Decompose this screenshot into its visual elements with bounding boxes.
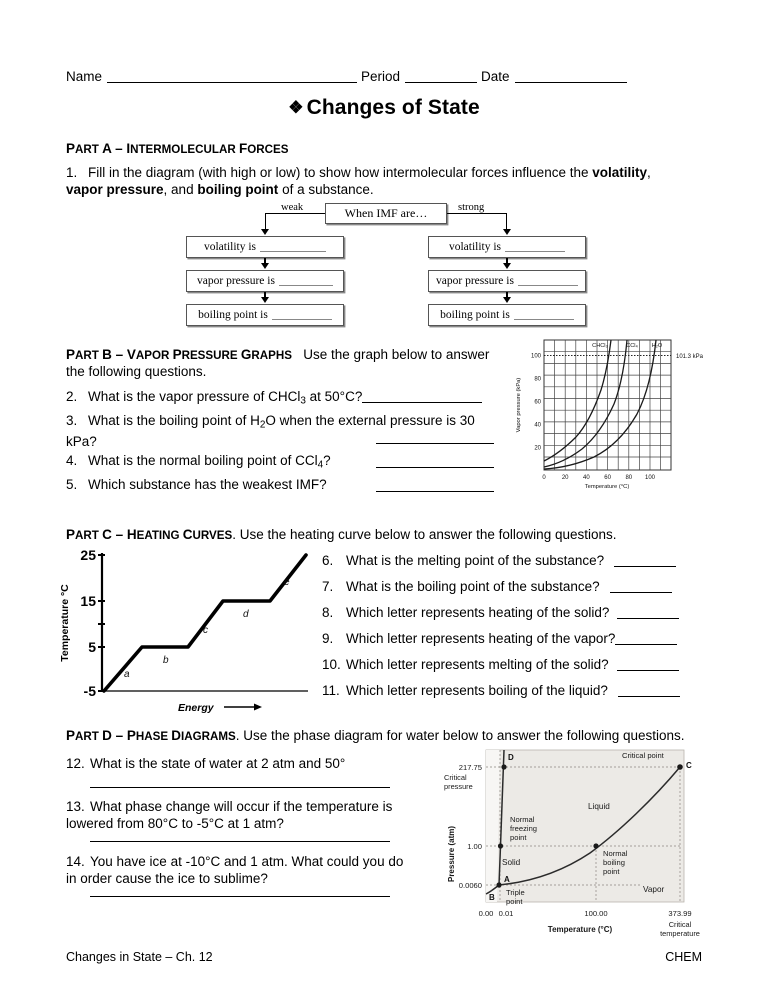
imf-flow-diagram: [186, 200, 586, 326]
student-info-header: [66, 62, 702, 84]
question-1-number: 1.: [66, 165, 78, 180]
heating-curve-line: [104, 555, 306, 691]
question-12-text: What is the state of water at 2 atm and 50°: [90, 756, 346, 771]
right-vapor-pressure-box[interactable]: [428, 270, 586, 292]
question-10-answer-line[interactable]: [617, 670, 679, 671]
connector-left-vertical: [265, 213, 266, 230]
pd-annotation-freezing-2: freezing: [510, 824, 538, 833]
vp-series-label-ccl4: CCl₄: [626, 343, 638, 349]
vp-xtick-40: 40: [583, 475, 590, 481]
question-4: [66, 452, 496, 473]
q3-text-b: O when the external pressure is 30 kPa?: [66, 413, 475, 450]
pd-annotation-boiling-2: boiling: [603, 858, 625, 867]
question-7-text: What is the boiling point of the substance?: [346, 579, 600, 594]
question-7: [322, 578, 702, 595]
part-a-heading: [66, 141, 288, 156]
hc-ytick-5: 5: [88, 639, 96, 655]
right-boiling-point-box[interactable]: [428, 304, 586, 326]
pd-annotation-boiling-3: point: [603, 867, 620, 876]
question-13-answer-line[interactable]: [90, 841, 390, 842]
left-volatility-label: volatility is: [203, 241, 257, 253]
left-vapor-pressure-box[interactable]: [186, 270, 344, 292]
imf-center-box: [325, 203, 447, 224]
pd-annotation-critical-temp-1: Critical: [668, 920, 692, 929]
pd-annotation-triple-2: point: [506, 897, 523, 906]
part-d-instruction: . Use the phase diagram for water below to answer the following questions.: [235, 728, 685, 743]
part-c-h-3: C – H: [102, 527, 137, 542]
pd-ytick-21775: 217.75: [458, 763, 482, 772]
vp-xaxis-title: Temperature (°C): [584, 484, 630, 490]
right-volatility-label: volatility is: [448, 241, 502, 253]
footer-left: Changes in State – Ch. 12: [66, 950, 213, 964]
pd-xtick-001: 0.01: [498, 909, 514, 918]
part-c-h-1: P: [66, 527, 76, 542]
question-5-answer-line[interactable]: [376, 491, 494, 492]
phase-diagram-water: [440, 746, 704, 946]
pd-region-vapor: Vapor: [643, 885, 665, 894]
hc-yaxis-title: Temperature °C: [59, 584, 71, 662]
question-4-answer-line[interactable]: [376, 467, 494, 468]
question-7-number: 7.: [322, 579, 334, 594]
pd-point-D-marker: [501, 764, 506, 769]
vapor-pressure-svg: [504, 336, 704, 514]
part-b-h-8: RAPHS: [251, 349, 292, 362]
vp-ytick-20: 20: [534, 445, 541, 452]
question-13-number: 13.: [66, 799, 85, 814]
hc-xaxis-title: Energy: [178, 702, 214, 714]
q4-text-a: What is the normal boiling point of CCl: [88, 453, 318, 468]
question-14-number: 14.: [66, 854, 85, 869]
question-3-number: 3.: [66, 413, 78, 428]
flower-bullet-icon: ❖: [288, 98, 304, 117]
imf-center-box-label: When IMF are…: [344, 206, 428, 220]
pd-ytick-00060: 0.0060: [458, 881, 482, 890]
q1-text-d: of a substance.: [278, 182, 374, 197]
q1-bold-volatility: volatility: [592, 165, 647, 180]
part-b-instruction: Use the graph below to answer the following questions.: [66, 347, 490, 379]
vp-ytick-80: 80: [534, 376, 541, 383]
vp-xtick-80: 80: [625, 475, 633, 481]
q4-subscript: 4: [317, 459, 324, 471]
heating-curve-graph: [58, 545, 316, 720]
part-a-h-5: F: [238, 141, 248, 156]
question-13: [66, 798, 416, 832]
question-4-number: 4.: [66, 453, 78, 468]
hc-segment-c: c: [203, 625, 208, 636]
part-c-h-6: URVES: [192, 529, 233, 542]
q1-bold-boiling-point: boiling point: [197, 182, 279, 197]
pd-annotation-freezing-1: Normal: [510, 815, 535, 824]
pd-annotation-freezing-3: point: [510, 833, 527, 842]
name-label: Name: [66, 69, 103, 84]
question-2-number: 2.: [66, 389, 78, 404]
question-2: [66, 388, 496, 409]
hc-segment-a: a: [124, 669, 130, 680]
question-14: [66, 853, 416, 887]
vp-annotation-1013: 101.3 kPa: [676, 354, 704, 360]
pd-annotation-critical-pressure-1: Critical: [444, 773, 467, 782]
date-input-line[interactable]: [515, 70, 627, 83]
question-2-answer-line[interactable]: [362, 402, 482, 403]
q1-bold-vapor-pressure: vapor pressure: [66, 182, 164, 197]
question-8-answer-line[interactable]: [617, 618, 679, 619]
pd-label-D: D: [508, 753, 514, 762]
part-d-h-1: P: [66, 728, 76, 743]
right-boiling-point-blank[interactable]: [514, 311, 574, 320]
vp-ytick-40: 40: [534, 422, 541, 429]
question-13-text: What phase change will occur if the temperature is lowered from 80°C to -5°C at 1 atm?: [66, 799, 393, 831]
right-volatility-box[interactable]: [428, 236, 586, 258]
q4-text-b: ?: [323, 453, 331, 468]
q2-subscript: 3: [300, 395, 306, 407]
part-a-h-2: ART: [75, 143, 103, 156]
part-a-h-6: ORCES: [247, 143, 289, 156]
pd-annotation-critical-point: Critical point: [622, 751, 664, 760]
left-arrow-1: [261, 263, 269, 269]
question-6-number: 6.: [322, 553, 334, 568]
part-c-instruction: . Use the heating curve below to answer the following questions.: [232, 527, 617, 542]
vp-xtick-100: 100: [644, 475, 656, 481]
phase-diagram-svg: [440, 746, 704, 946]
arrow-left-to-volatility: [261, 229, 269, 235]
question-12-number: 12.: [66, 756, 85, 771]
vp-xtick-60: 60: [604, 475, 611, 481]
part-d-h-2: ART: [75, 730, 103, 743]
question-9: [322, 630, 702, 647]
question-6: [322, 552, 702, 569]
left-boiling-point-box[interactable]: [186, 304, 344, 326]
connector-right-horizontal: [447, 213, 507, 214]
vapor-pressure-graph: [504, 336, 704, 514]
question-3: [66, 412, 496, 450]
question-14-text: You have ice at -10°C and 1 atm. What could you do in order cause the ice to sublime?: [66, 854, 404, 886]
part-c-heading: [66, 527, 706, 542]
arrow-right-to-volatility: [503, 229, 511, 235]
hc-segment-d: d: [243, 609, 249, 620]
name-input-line[interactable]: [107, 70, 357, 83]
left-vapor-pressure-label: vapor pressure is: [197, 275, 275, 287]
part-c-h-4: EATING: [136, 529, 183, 542]
pd-label-A: A: [504, 875, 510, 884]
hc-ytick-25: 25: [80, 547, 96, 563]
question-11-text: Which letter represents boiling of the liquid?: [346, 683, 608, 698]
right-arrow-2: [503, 297, 511, 303]
part-a-h-3: A – I: [102, 141, 131, 156]
question-1: [66, 164, 686, 198]
part-b-h-7: G: [240, 347, 252, 362]
vp-ytick-60: 60: [534, 399, 541, 406]
part-b-heading: [66, 347, 506, 380]
pd-region-liquid: Liquid: [588, 802, 610, 811]
part-a-h-1: P: [66, 141, 76, 156]
question-2-text: [88, 389, 482, 407]
question-14-answer-line[interactable]: [90, 896, 390, 897]
connector-left-horizontal: [265, 213, 325, 214]
q2-text-b: at 50°C?: [305, 389, 363, 404]
question-3-answer-line[interactable]: [376, 443, 494, 444]
vp-xtick-20: 20: [561, 475, 569, 481]
right-arrow-1: [503, 263, 511, 269]
hc-ytick-15: 15: [80, 593, 96, 609]
q1-text-c: , and: [163, 182, 198, 197]
right-volatility-blank[interactable]: [505, 243, 565, 252]
left-volatility-blank[interactable]: [260, 243, 326, 252]
question-9-answer-line[interactable]: [615, 644, 677, 645]
question-5-number: 5.: [66, 477, 78, 492]
hc-segment-b: b: [163, 655, 169, 666]
vp-series-label-chcl3: CHCl₃: [592, 343, 608, 349]
connector-right-vertical: [506, 213, 507, 230]
question-10-text: Which letter represents melting of the solid?: [346, 657, 609, 672]
pd-yaxis-title: Pressure (atm): [447, 825, 456, 883]
left-vapor-pressure-blank[interactable]: [279, 277, 333, 286]
question-11-answer-line[interactable]: [618, 696, 680, 697]
question-10-number: 10.: [322, 657, 341, 672]
left-arrow-2: [261, 297, 269, 303]
part-a-h-4: NTERMOLECULAR: [130, 143, 239, 156]
part-d-h-5: D: [171, 728, 182, 743]
question-11-number: 11.: [322, 683, 340, 698]
pd-point-boiling-marker: [593, 843, 598, 848]
question-1-text: [66, 165, 651, 197]
q1-text-b: ,: [647, 165, 651, 180]
vp-xtick-0: 0: [542, 475, 546, 481]
part-b-h-6: RESSURE: [181, 349, 241, 362]
hc-energy-arrow-icon: [254, 704, 262, 711]
heating-curve-svg: [58, 545, 316, 720]
question-5-text: Which substance has the weakest IMF?: [88, 477, 327, 492]
question-4-text: [88, 453, 331, 471]
part-b-h-5: P: [172, 347, 182, 362]
period-input-line[interactable]: [405, 70, 477, 83]
right-vapor-pressure-blank[interactable]: [518, 277, 578, 286]
right-vapor-pressure-label: vapor pressure is: [436, 275, 514, 287]
date-label: Date: [481, 69, 510, 84]
part-d-h-3: D – P: [102, 728, 136, 743]
footer-right: CHEM: [665, 950, 702, 964]
question-10: [322, 656, 702, 673]
part-b-h-1: P: [66, 347, 76, 362]
page-title-text: Changes of State: [306, 96, 480, 119]
q3-text-a: What is the boiling point of H: [88, 413, 260, 428]
pd-xtick-000: 0.00: [478, 909, 494, 918]
part-c-h-5: C: [182, 527, 193, 542]
question-6-text: What is the melting point of the substance?: [346, 553, 605, 568]
pd-region-solid: Solid: [502, 858, 521, 867]
question-11: [322, 682, 702, 699]
part-b-h-3: B – V: [102, 347, 136, 362]
question-8-text: Which letter represents heating of the solid?: [346, 605, 610, 620]
pd-point-critical-marker: [677, 764, 683, 770]
pd-annotation-triple-1: Triple: [506, 888, 525, 897]
left-volatility-box[interactable]: [186, 236, 344, 258]
question-12-answer-line[interactable]: [90, 787, 390, 788]
pd-annotation-critical-temp-2: temperature: [660, 929, 700, 938]
part-b-h-4: APOR: [135, 349, 173, 362]
left-boiling-point-label: boiling point is: [198, 309, 268, 321]
hc-segment-e: e: [284, 577, 290, 588]
pd-point-triple-marker: [496, 882, 501, 887]
part-d-heading: [66, 728, 716, 743]
pd-xaxis-title: Temperature (°C): [547, 925, 613, 934]
part-c-h-2: ART: [75, 529, 103, 542]
question-8: [322, 604, 702, 621]
pd-label-B: B: [489, 893, 495, 902]
hc-ytick-minus5: -5: [83, 683, 96, 699]
part-b-h-2: ART: [75, 349, 103, 362]
branch-label-strong: strong: [458, 202, 485, 213]
q3-subscript: 2: [259, 419, 266, 431]
pd-annotation-critical-pressure-2: pressure: [444, 782, 473, 791]
question-12: [66, 755, 416, 772]
period-label: Period: [361, 69, 401, 84]
pd-xtick-37399: 373.99: [668, 909, 692, 918]
part-d-h-4: HASE: [135, 730, 172, 743]
left-boiling-point-blank[interactable]: [272, 311, 332, 320]
question-6-answer-line[interactable]: [614, 566, 676, 567]
question-9-number: 9.: [322, 631, 334, 646]
question-7-answer-line[interactable]: [610, 592, 672, 593]
pd-annotation-boiling-1: Normal: [603, 849, 628, 858]
pd-label-C: C: [686, 761, 692, 770]
vp-yaxis-title: Vapor pressure (kPa): [516, 377, 522, 433]
part-d-h-6: IAGRAMS: [181, 730, 236, 743]
vp-ytick-100: 100: [530, 353, 541, 360]
branch-label-weak: weak: [281, 202, 304, 213]
question-9-text: Which letter represents heating of the vapor?: [346, 631, 616, 646]
q1-text-a: Fill in the diagram (with high or low) to show how intermolecular forces influence the: [88, 165, 593, 180]
vp-series-label-h2o: H₂O: [651, 343, 663, 349]
question-8-number: 8.: [322, 605, 334, 620]
pd-ytick-100: 1.00: [467, 842, 482, 851]
pd-point-freezing-marker: [498, 843, 503, 848]
q2-text-a: What is the vapor pressure of CHCl: [88, 389, 301, 404]
question-3-text: [66, 413, 475, 449]
page-title: [0, 96, 768, 120]
pd-xtick-10000: 100.00: [584, 909, 608, 918]
right-boiling-point-label: boiling point is: [440, 309, 510, 321]
